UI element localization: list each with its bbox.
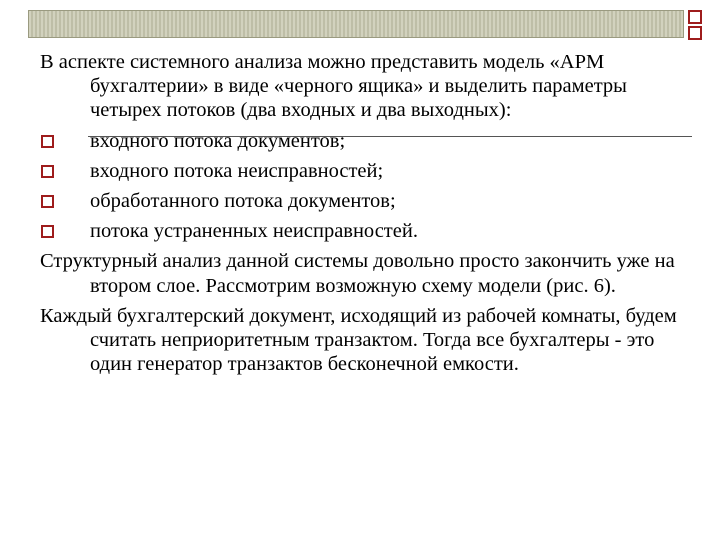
intro-paragraph: В аспекте системного анализа можно представить модель «АРМ бухгалтерии» в виде «черного ящика» и выделить параметры четырех потоков (два входных и два выходных): [40,51,627,122]
square-bullet-icon [41,225,54,238]
square-bullet-icon [41,135,54,148]
slide-body [40,50,690,382]
list-item [40,219,690,243]
list-item [40,189,690,213]
decor-square-icon [688,26,702,40]
list-item [40,129,690,153]
square-bullet-icon [41,165,54,178]
list-item-text: потока устраненных неисправностей. [90,220,418,243]
decor-square-icon [688,10,702,24]
list-item-text: входного потока неисправностей; [90,159,384,182]
document-paragraph: Каждый бухгалтерский документ, исходящий из рабочей комнаты, будем считать неприоритетным транзактом. Тогда все бухгалтеры - это один генератор транзактов бесконечной емкости. [40,304,677,376]
structure-paragraph: Структурный анализ данной системы довольно просто закончить уже на втором слое. Рассмотрим возможную схему модели (рис. 6). [40,250,675,297]
square-bullet-icon [41,195,54,208]
list-item-text: входного потока документов; [90,129,346,152]
list-item-text: обработанного потока документов; [90,190,396,213]
title-bar [28,10,684,38]
bullet-list [40,129,690,244]
list-item [40,159,690,183]
